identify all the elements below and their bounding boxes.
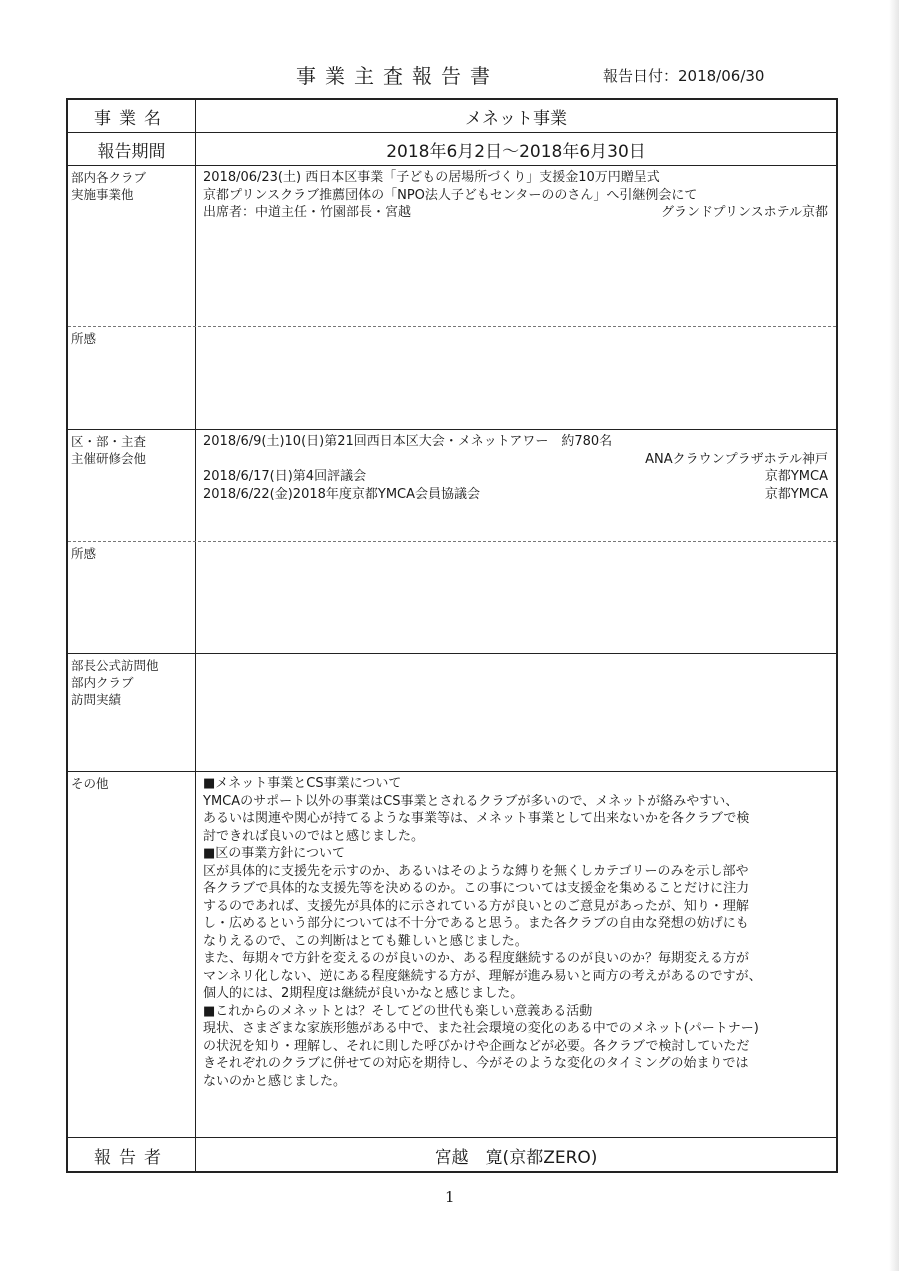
other-line: 討できれば良いのではと感じました。 xyxy=(203,828,425,844)
club-activity-venue: グランドプリンスホテル京都 xyxy=(660,205,828,220)
other-label: その他 xyxy=(68,772,196,1137)
official-visits-label-line1: 部長公式訪問他 xyxy=(71,658,159,673)
other-line: YMCAのサポート以外の事業はCS事業とされるクラブが多いので、メネットが絡みやすい、 xyxy=(203,793,739,809)
club-activities-content xyxy=(196,166,836,326)
official-visits-row xyxy=(68,654,836,772)
other-line: ないのかと感じました。 xyxy=(203,1073,347,1089)
impression-row-1 xyxy=(68,327,836,430)
official-visits-label-line2: 部内クラブ xyxy=(71,675,134,690)
impression-content-1 xyxy=(196,327,836,429)
club-activities-label-line2: 実施事業他 xyxy=(71,187,134,202)
other-line: なりえるので、この判断はとても難しいと感じました。 xyxy=(203,933,528,949)
other-line: ■メネット事業とCS事業について xyxy=(203,776,402,791)
other-line: ■区の事業方針について xyxy=(203,846,346,861)
event-2-text: 2018/6/17(日)第4回評議会 xyxy=(203,469,367,484)
impression-row-2 xyxy=(68,542,836,654)
reporter-value: 宮越 寛(京都ZERO) xyxy=(434,1148,598,1168)
other-line: きそれぞれのクラブに併せての対応を期待し、今がそのような変化のタイミングの始まりでは xyxy=(203,1056,749,1071)
other-line: 個人的には、2期程度は継続が良いかなと感じました。 xyxy=(203,986,524,1001)
other-line: の状況を知り・理解し、それに則した呼びかけや企画などが必要。各クラブで検討していただ xyxy=(203,1038,750,1054)
period-label: 報告期間 xyxy=(68,133,196,165)
event-1: 2018/6/9(土)10(日)第21回西日本区大会・メネットアワー 約780名 xyxy=(203,434,613,449)
event-3-venue: 京都YMCA xyxy=(764,486,828,502)
event-2-venue: 京都YMCA xyxy=(764,469,828,484)
attendees: 出席者：中道主任・竹園部長・宮越 xyxy=(203,205,412,220)
training-events-row xyxy=(68,430,836,542)
club-activities-label-line1: 部内各クラブ xyxy=(71,170,147,185)
club-activity-line-1: 2018/06/23(土) 西日本区事業「子どもの居場所づくり」支援金10万円贈呈式 xyxy=(203,170,660,185)
club-activities-row xyxy=(68,166,836,327)
reporter-row xyxy=(68,1138,836,1173)
page-edge-shadow xyxy=(889,0,899,1271)
other-line: 各クラブで具体的な支援先等を決めるのか。この事については支援金を集めることだけに注力 xyxy=(203,881,750,896)
club-activities-label xyxy=(68,166,196,326)
other-line: するのであれば、支援先が具体的に示されている方が良いとのご意見があったが、知り・理解 xyxy=(203,898,749,914)
club-activity-line-2: 京都プリンスクラブ推薦団体の「NPO法人子どもセンターののさん」へ引継例会にて xyxy=(203,187,698,203)
training-events-label-line2: 主催研修会他 xyxy=(71,451,147,466)
official-visits-content xyxy=(196,654,836,771)
event-3 xyxy=(203,486,828,504)
training-events-content xyxy=(196,430,836,541)
club-activity-line-3 xyxy=(203,204,828,222)
business-name-value: メネット事業 xyxy=(465,108,567,129)
other-line: 現状、さまざまな家族形態がある中で、また社会環境の変化のある中でのメネット(パートナー) xyxy=(203,1021,759,1036)
training-events-label xyxy=(68,430,196,541)
other-line: また、毎期々で方針を変えるのが良いのか、ある程度継続するのが良いのか？毎期変える方が xyxy=(203,951,750,966)
official-visits-label-line3: 訪問実績 xyxy=(71,692,122,707)
report-date: 報告日付：2018/06/30 xyxy=(603,67,765,85)
other-line: マンネリ化しない、逆にある程度継続する方が、理解が進み易いと両方の考えがあるのですが、 xyxy=(203,968,762,984)
period-row xyxy=(68,133,836,166)
official-visits-label xyxy=(68,654,196,771)
other-line: し・広めるという部分については不十分であると思う。また各クラブの自由な発想の妨げにも xyxy=(203,916,749,931)
report-form xyxy=(66,98,838,1173)
business-name-row xyxy=(68,100,836,133)
training-events-label-line1: 区・部・主査 xyxy=(71,434,147,449)
period-value: 2018年6月2日〜2018年6月30日 xyxy=(386,141,646,162)
business-name-label: 事業名 xyxy=(68,100,196,132)
other-content xyxy=(196,772,836,1137)
page-number: 1 xyxy=(445,1188,455,1206)
other-row xyxy=(68,772,836,1138)
impression-label-1: 所感 xyxy=(68,327,196,429)
other-line: ■これからのメネットとは？そしてどの世代も楽しい意義ある活動 xyxy=(203,1003,593,1019)
impression-label-2: 所感 xyxy=(68,542,196,653)
other-line: 区が具体的に支援先を示すのか、あるいはそのような縛りを無くしカテゴリーのみを示し部や xyxy=(203,863,749,879)
event-1-venue: ANAクラウンプラザホテル神戸 xyxy=(645,451,828,467)
other-line: あるいは関連や関心が持てるような事業等は、メネット事業として出来ないかを各クラブで検 xyxy=(203,811,750,826)
event-2 xyxy=(203,468,828,486)
page-title: 事業主査報告書 xyxy=(296,64,499,88)
impression-content-2 xyxy=(196,542,836,653)
reporter-label: 報告者 xyxy=(68,1138,196,1173)
event-3-text: 2018/6/22(金)2018年度京都YMCA会員協議会 xyxy=(203,486,481,502)
